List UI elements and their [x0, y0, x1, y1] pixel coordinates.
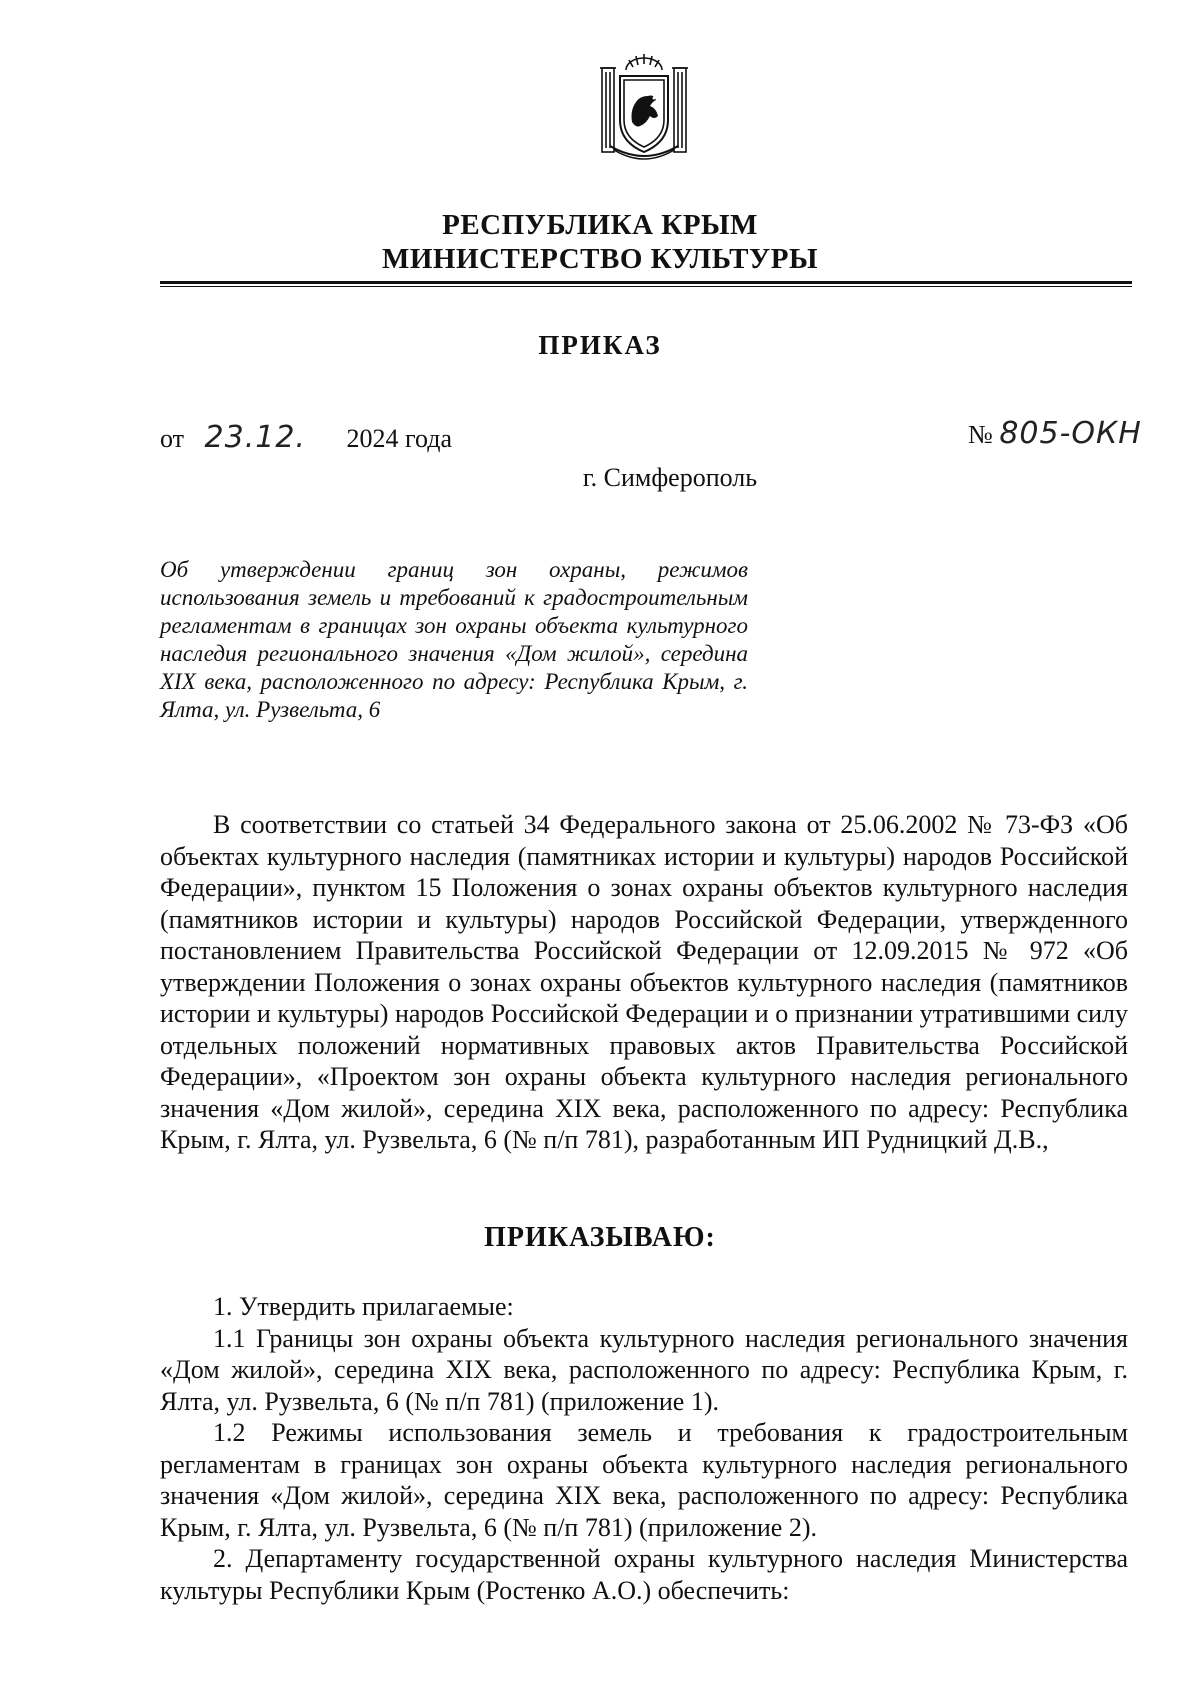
list-item: 1. Утвердить прилагаемые: [213, 1292, 514, 1321]
city: г. Симферополь [582, 463, 758, 492]
order-number [968, 416, 1142, 451]
number-prefix: № [968, 420, 993, 449]
header-rule [160, 281, 1132, 284]
republic-name: РЕСПУБЛИКА КРЫМ [442, 209, 758, 241]
list-item: 2. Департаменту государственной охраны культурного наследия Министерства культуры Республики Крым (Ростенко А.О.) обеспечить: [160, 1544, 1128, 1605]
date-year: 2024 года [346, 424, 452, 453]
date-prefix: от [160, 424, 185, 453]
order-date [160, 420, 452, 455]
header-rule-thin [160, 286, 1132, 287]
preamble-text: В соответствии со статьей 34 Федерального закона от 25.06.2002 № 73-ФЗ «Об объектах культурного наследия (памятниках истории и культуры) народов Российской Федерации», пунктом 15 Положения о зонах охраны объектов культурного наследия (памятников истории и культуры) народов Российской Федерации, утвержденного постановлением Правительства Российской Федерации от 12.09.2015 № 972 «Об утверждении Положения о зонах охраны объектов культурного наследия (памятников истории и культуры) народов Российской Федерации и о признании утратившими силу отдельных положений нормативных правовых актов Правительства Российской Федерации», «Проектом зон охраны объекта культурного наследия регионального значения «Дом жилой», середина XIX века, расположенного по адресу: Республика Крым, г. Ялта, ул. Рузвельта, 6 (№ п/п 781), разработанным ИП Рудницкий Д.В., [160, 810, 1128, 1154]
preamble [160, 809, 1128, 1156]
ministry-name: МИНИСТЕРСТВО КУЛЬТУРЫ [382, 243, 818, 275]
order-subject: Об утверждении границ зон охраны, режимов использования земель и требований к градостроительным регламентам в границах зон охраны объекта культурного наследия регионального значения «Дом жилой», середина XIX века, расположенного по адресу: Республика Крым, г. Ялта, ул. Рузвельта, 6 [160, 557, 748, 722]
order-title: ПРИКАЗ [538, 330, 662, 360]
list-item: 1.2 Режимы использования земель и требования к градостроительным регламентам в границах зон охраны объекта культурного наследия регионального значения «Дом жилой», середина XIX века, расположенного по адресу: Республика Крым, г. Ялта, ул. Рузвельта, 6 (№ п/п 781) (приложение 2). [160, 1418, 1128, 1542]
number-handwritten: 805-ОКН [999, 416, 1142, 451]
order-items [160, 1291, 1128, 1606]
list-item: 1.1 Границы зон охраны объекта культурного наследия регионального значения «Дом жилой», середина XIX века, расположенного по адресу: Республика Крым, г. Ялта, ул. Рузвельта, 6 (№ п/п 781) (приложение 1). [160, 1323, 1128, 1416]
crimea-coat-of-arms-icon [596, 50, 692, 162]
date-handwritten: 23.12. [204, 420, 306, 455]
command-heading: ПРИКАЗЫВАЮ: [484, 1222, 716, 1253]
